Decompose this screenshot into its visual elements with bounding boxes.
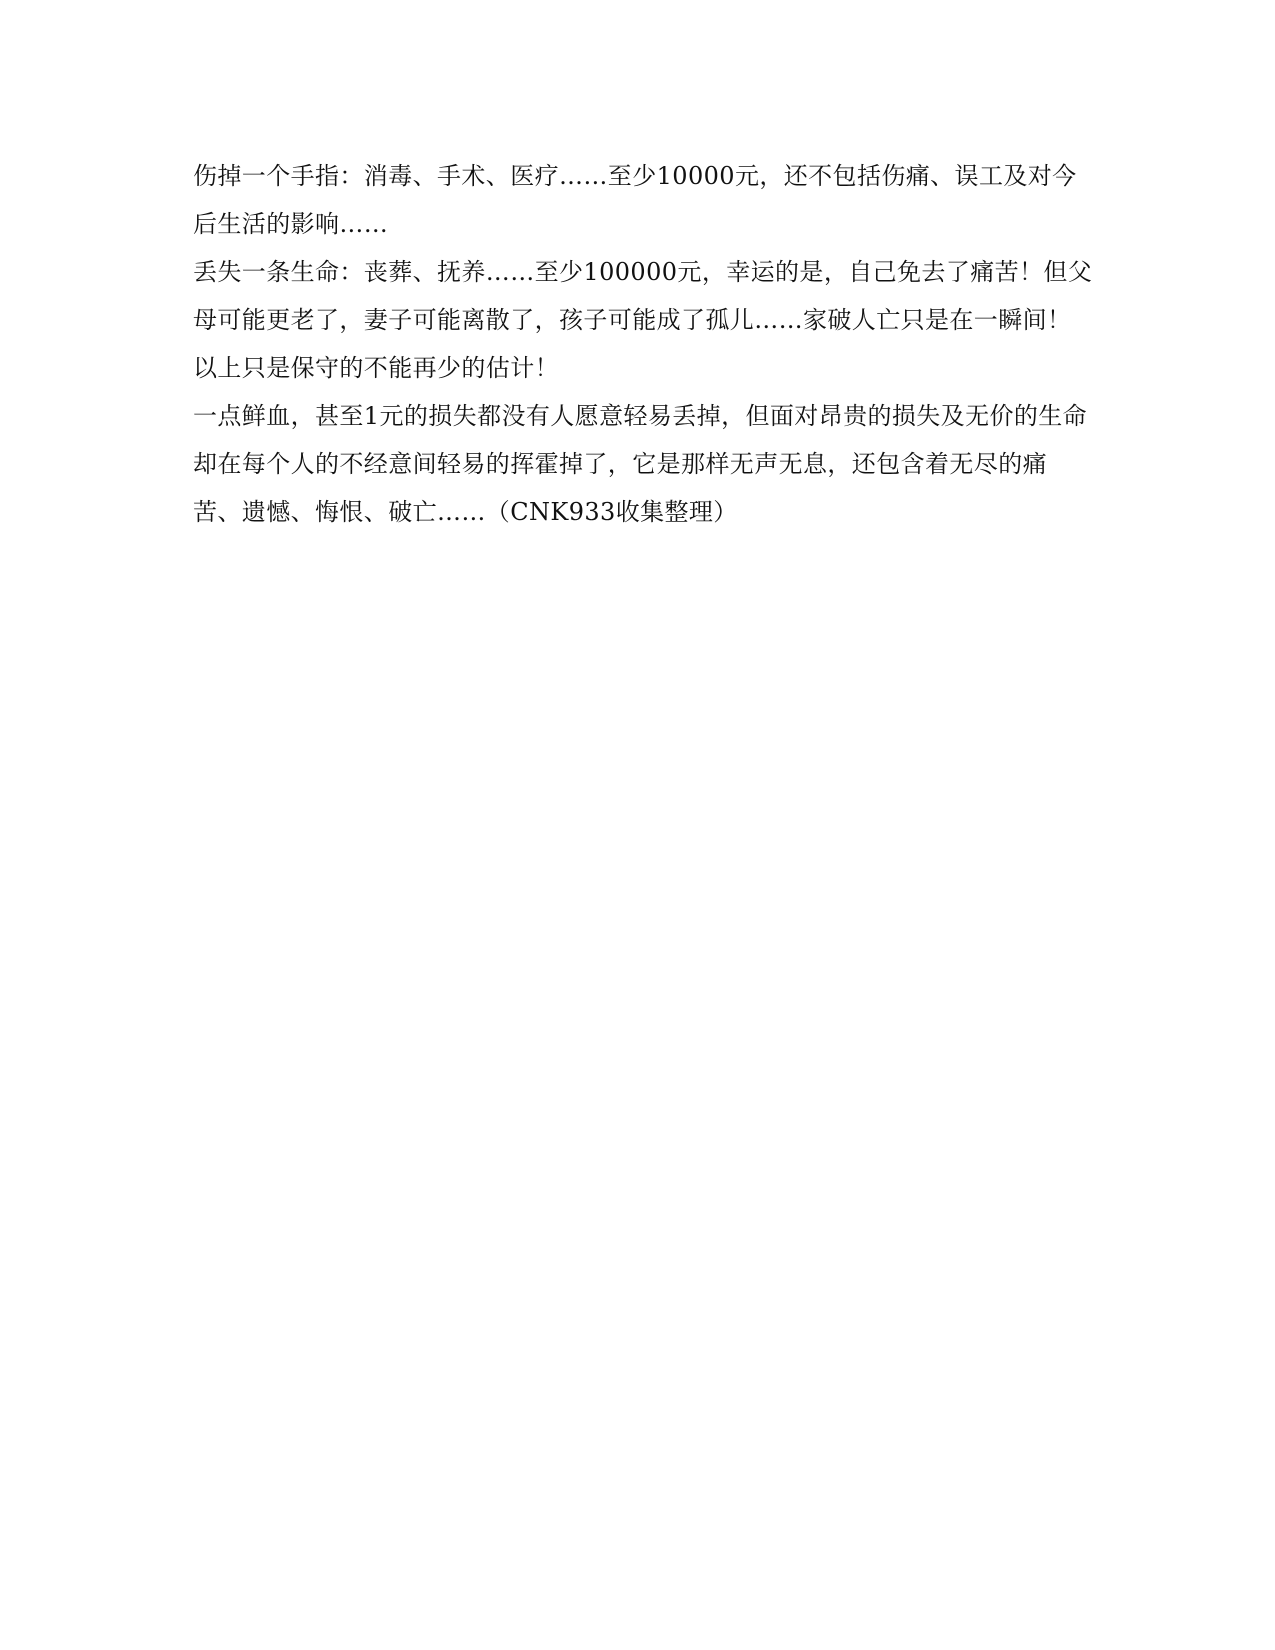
document-body	[193, 152, 1093, 536]
paragraph-conclusion: 一点鲜血，甚至1元的损失都没有人愿意轻易丢掉，但面对昂贵的损失及无价的生命却在每个人的不经意间轻易的挥霍掉了，它是那样无声无息，还包含着无尽的痛苦、遗憾、悔恨、破亡……（CNK933收集整理）	[193, 402, 1088, 526]
paragraph-conservative-estimate: 以上只是保守的不能再少的估计！	[193, 354, 559, 382]
paragraph-life-loss: 丢失一条生命：丧葬、抚养……至少100000元，幸运的是，自己免去了痛苦！但父母可能更老了，妻子可能离散了，孩子可能成了孤儿……家破人亡只是在一瞬间！	[193, 258, 1093, 334]
paragraph-finger-injury: 伤掉一个手指：消毒、手术、医疗……至少10000元，还不包括伤痛、误工及对今后生活的影响……	[193, 162, 1077, 238]
